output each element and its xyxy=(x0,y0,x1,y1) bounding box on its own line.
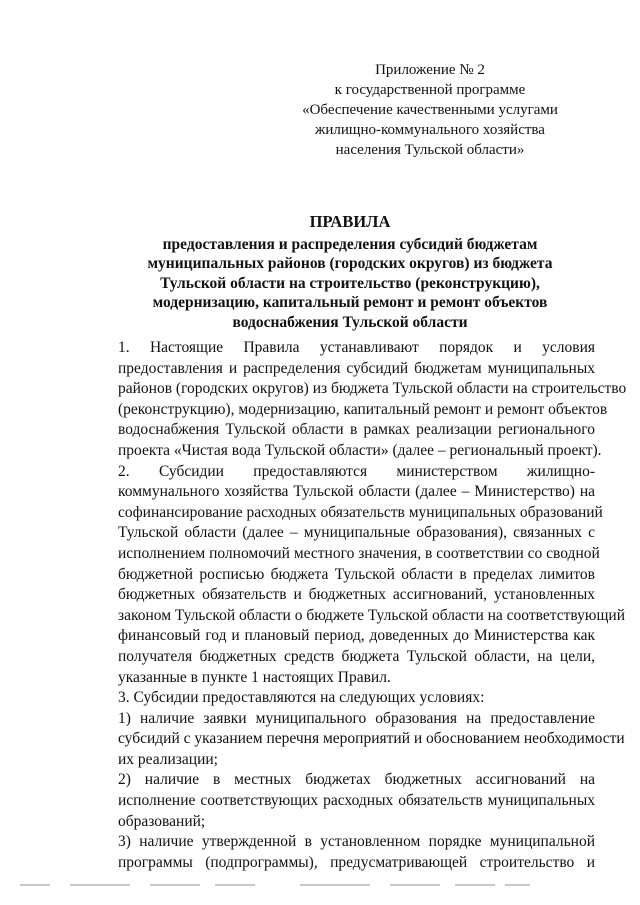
document-heading xyxy=(120,212,580,332)
body-line: 2) наличие в местных бюджетах бюджетных ассигнований на xyxy=(118,771,595,789)
document-title: ПРАВИЛА xyxy=(309,212,391,231)
document-subtitle-line: Тульской области на строительство (реконструкцию), xyxy=(160,274,540,292)
appendix-line: населения Тульской области» xyxy=(335,142,525,158)
body-line: предоставления и распределения субсидий бюджетам муниципальных xyxy=(118,359,595,377)
body-line: коммунального хозяйства Тульской области (далее – Министерство) на xyxy=(118,483,595,501)
body-line: их реализации; xyxy=(118,750,218,768)
body-line: бюджетных обязательств и бюджетных ассигнований, установленных xyxy=(118,586,595,604)
body-line: финансовый год и плановый период, доведенных до Министерства как xyxy=(118,627,595,645)
document-subtitle-line: водоснабжения Тульской области xyxy=(232,313,468,331)
body-line: 3. Субсидии предоставляются на следующих условиях: xyxy=(118,689,485,707)
document-subtitle-line: модернизацию, капитальный ремонт и ремонт объектов xyxy=(152,294,548,311)
body-line: получателя бюджетных средств бюджета Тульской области, на цели, xyxy=(118,647,595,665)
appendix-line: «Обеспечение качественными услугами xyxy=(302,102,558,118)
body-line: 2. Субсидии предоставляются министерством жилищно- xyxy=(118,462,595,480)
appendix-line: к государственной программе xyxy=(334,82,526,98)
body-line: водоснабжения Тульской области в рамках реализации регионального xyxy=(118,421,595,439)
body-line: законом Тульской области о бюджете Тульской области на соответствующий xyxy=(118,606,625,624)
body-line: образований; xyxy=(118,812,206,830)
document-subtitle-line: муниципальных районов (городских округов) из бюджета xyxy=(147,255,553,272)
body-line: 1) наличие заявки муниципального образования на предоставление xyxy=(118,709,595,727)
body-line: софинансирование расходных обязательств муниципальных образований xyxy=(118,503,603,521)
body-line: бюджетной росписью бюджета Тульской области в пределах лимитов xyxy=(118,565,595,583)
body-line: районов (городских округов) из бюджета Тульской области на строительство xyxy=(118,380,627,398)
body-line: Тульской области (далее – муниципальные образования), связанных с xyxy=(118,524,595,542)
scan-edge-artifact xyxy=(0,884,640,890)
body-line: субсидий с указанием перечня мероприятий и обоснованием необходимости xyxy=(118,730,625,748)
body-line: указанные в пункте 1 настоящих Правил. xyxy=(118,668,391,686)
body-line: 1. Настоящие Правила устанавливают порядок и условия xyxy=(118,339,595,356)
body-line: 3) наличие утвержденной в установленном порядке муниципальной xyxy=(118,833,595,851)
body-line: (реконструкцию), модернизацию, капитальный ремонт и ремонт объектов xyxy=(118,400,608,418)
appendix-header xyxy=(300,60,560,160)
document-subtitle-line: предоставления и распределения субсидий бюджетам xyxy=(162,235,538,253)
body-line: исполнением полномочий местного значения, в соответствии со сводной xyxy=(118,544,600,562)
appendix-line: Приложение № 2 xyxy=(375,62,485,78)
body-line: программы (подпрограммы), предусматривающей строительство и xyxy=(118,853,595,871)
body-line: исполнение соответствующих расходных обязательств муниципальных xyxy=(118,792,595,810)
body-line: проекта «Чистая вода Тульской области» (далее – региональный проект). xyxy=(118,441,602,459)
document-body xyxy=(118,338,627,873)
appendix-line: жилищно-коммунального хозяйства xyxy=(315,122,545,138)
